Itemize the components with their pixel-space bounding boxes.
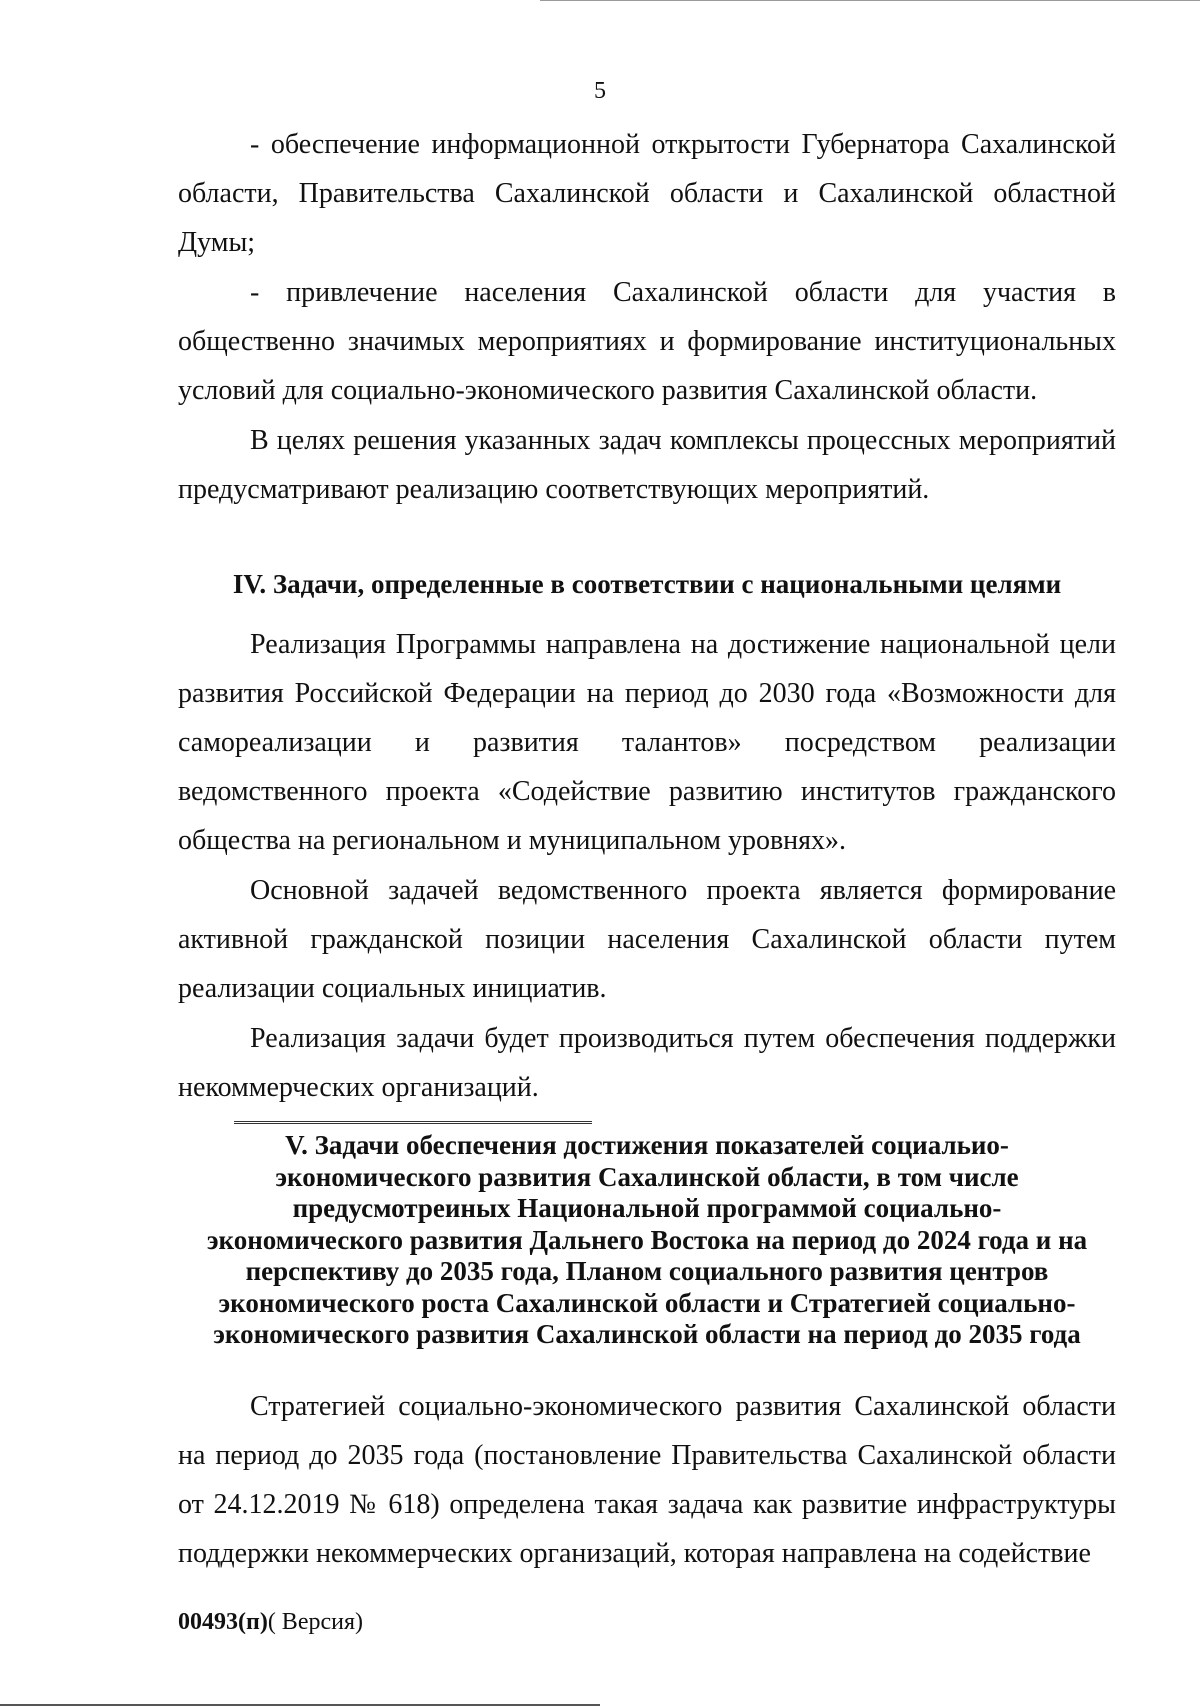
section-heading-v-line: экономического развития Сахалинской области на период до 2035 года [213,1319,1081,1349]
paragraph-program-national-goal: Реализация Программы направлена на достижение национальной цели развития Российской Федерации на период до 2030 года «Возможности для самореализации и развития талантов» посредством реализации ведомственного проекта «Содействие развитию институтов гражданского общества на региональном и муниципальном уровнях». [178,629,1116,856]
document-footer [178,1607,363,1637]
paragraph-strategy-2035: Стратегией социально-экономического развития Сахалинской области на период до 2035 года (постановление Правительства Сахалинской области от 24.12.2019 № 618) определена такая задача как развитие инфраструктуры поддержки некоммерческих организаций, которая направлена на содействие [178,1391,1116,1569]
section-heading-v-line: предусмотреиных Национальной программой социально- [292,1193,1002,1223]
page-number: 5 [594,78,606,104]
paragraph-information-openness: - обеспечение информационной открытости Губернатора Сахалинской области, Правительства Сахалинской области и Сахалинской областной Думы; [178,129,1116,258]
separator-rule [234,1121,592,1124]
document-version: ( Версия) [267,1609,363,1635]
document-code: 00493(п) [178,1609,268,1635]
section-heading-v-line: экономического роста Сахалинской области и Стратегией социально- [218,1287,1076,1318]
paragraph-process-measures: В целях решения указанных задач комплексы процессных мероприятий предусматривают реализацию соответствующих мероприятий. [178,425,1116,505]
section-heading-v-line: экономического развития Сахалинской области, в том числе [275,1161,1019,1192]
bottom-scan-line [0,1704,600,1706]
section-heading-v-line: V. Задачи обеспечения достижения показателей социальио- [285,1130,1009,1160]
paragraph-population-involvement: - привлечение населения Сахалинской области для участия в общественно значимых мероприятиях и формирование институциональных условий для социально-экономического развития Сахалинской области. [178,277,1116,406]
paragraph-task-implementation: Реализация задачи будет производиться путем обеспечения поддержки некоммерческих организаций. [178,1023,1116,1103]
section-heading-v-line: перспективу до 2035 года, Планом социального развития центров [245,1256,1049,1286]
paragraph-main-task: Основной задачей ведомственного проекта является формирование активной гражданской позиции населения Сахалинской области путем реализации социальных инициатив. [178,875,1116,1004]
top-scan-line [540,0,1200,1]
section-heading-iv: IV. Задачи, определенные в соответствии с национальными целями [232,569,1062,599]
section-heading-v [178,1130,1116,1351]
section-heading-v-line: экономического развития Дальнего Востока на период до 2024 года и на [206,1224,1088,1255]
